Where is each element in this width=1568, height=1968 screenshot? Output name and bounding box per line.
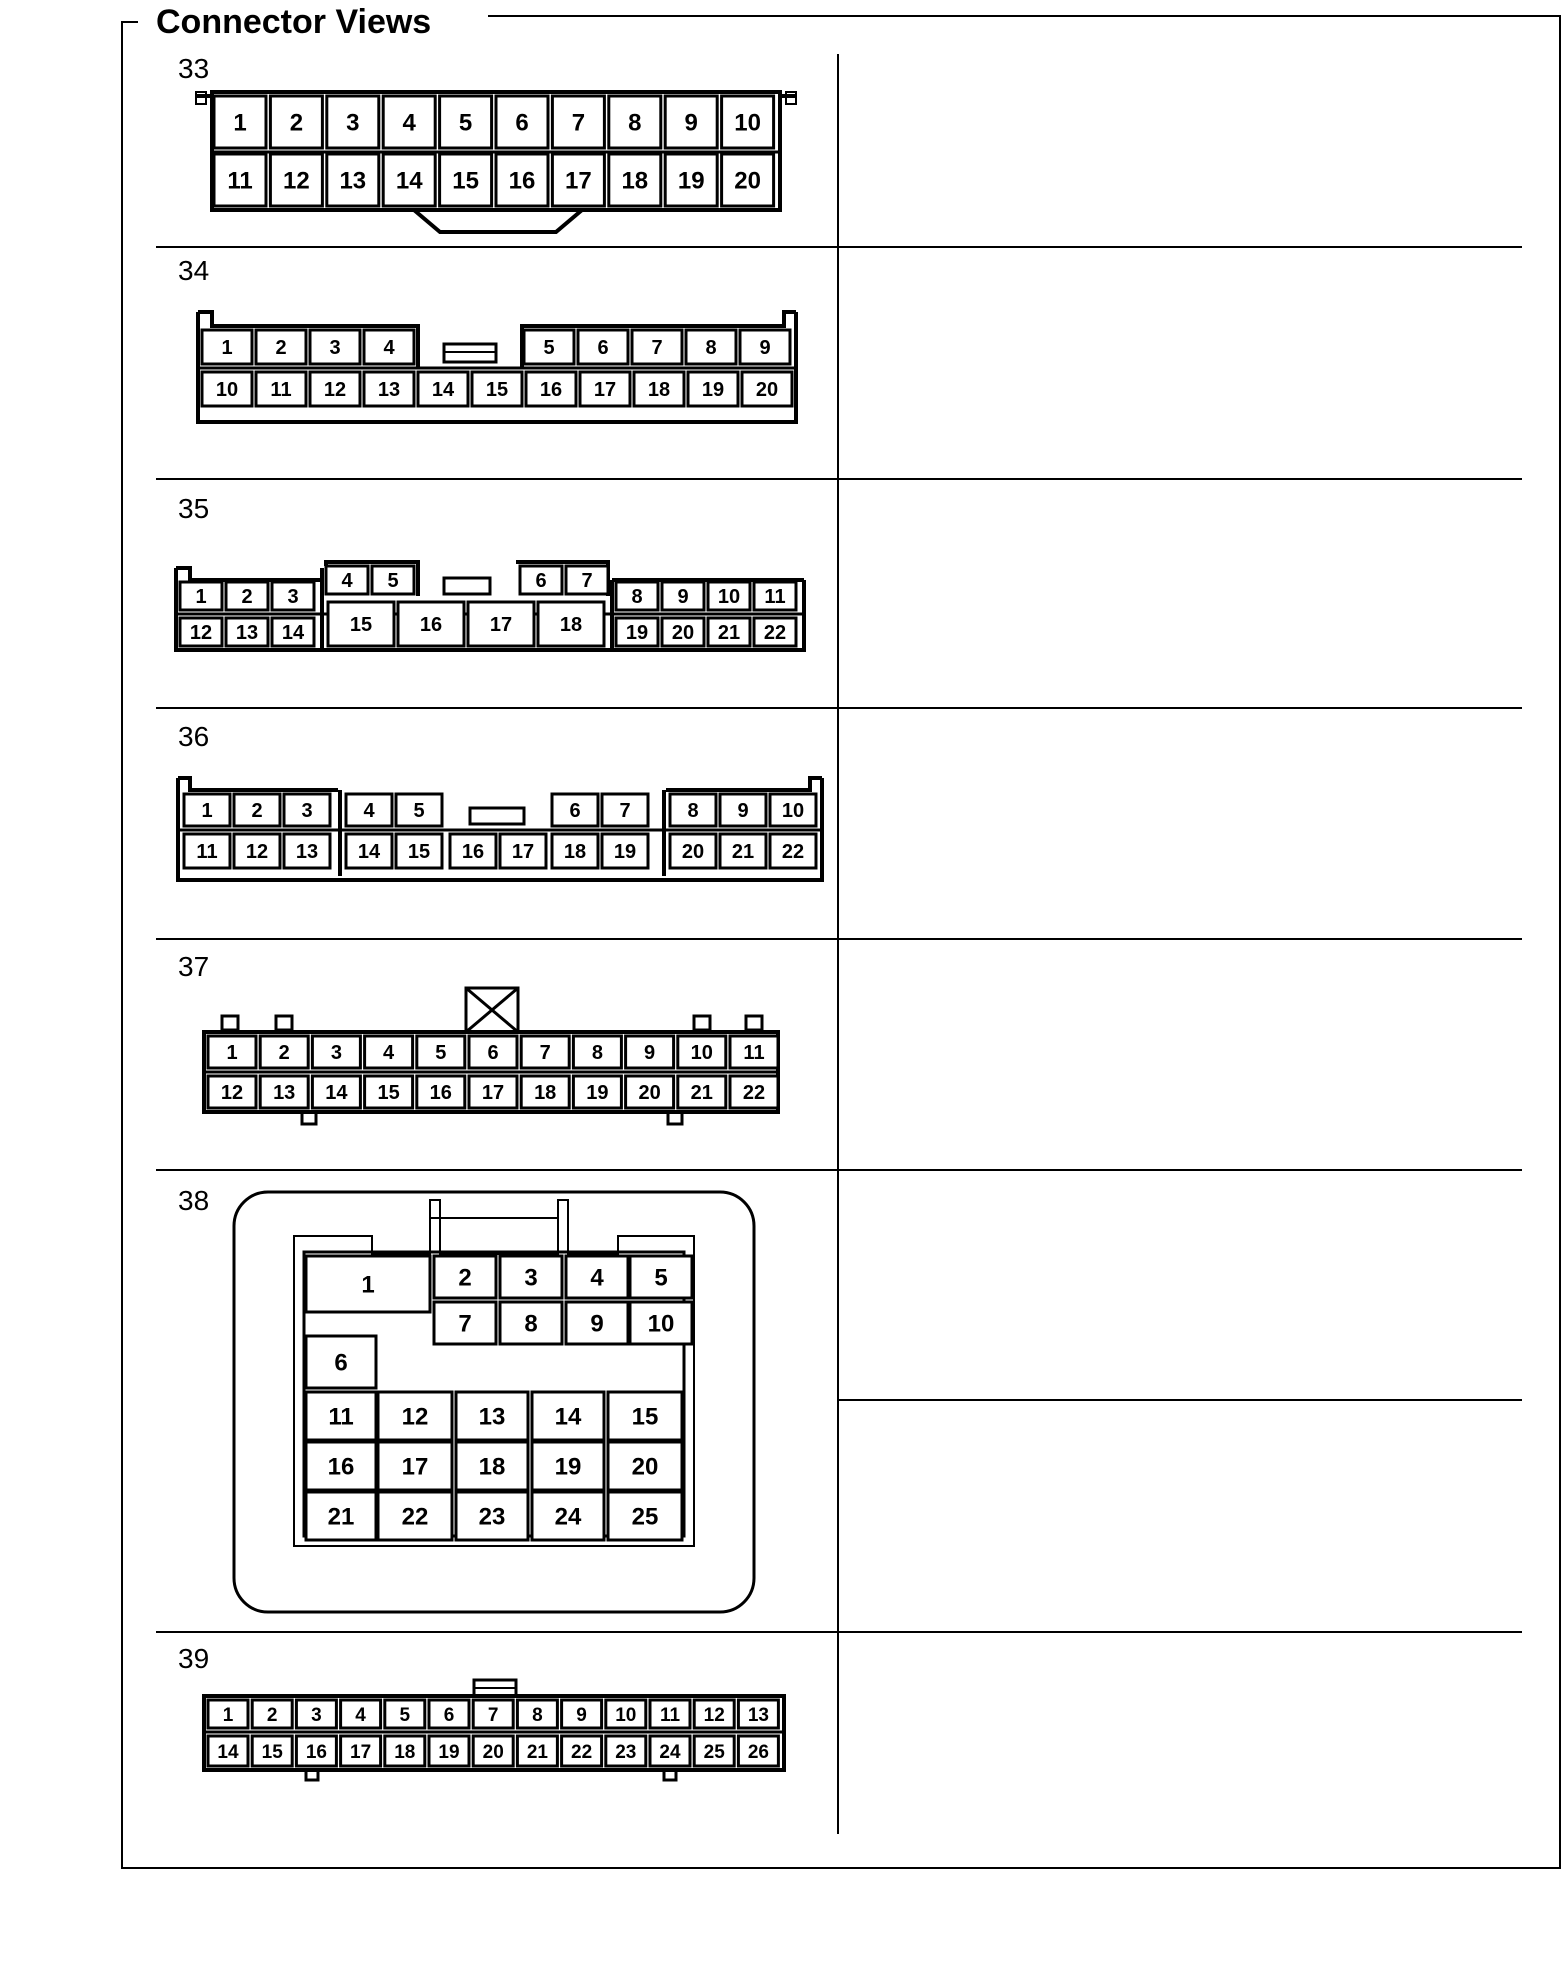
connector-33-pin-label: 7 bbox=[571, 109, 586, 137]
connector-33-pin-label: 16 bbox=[508, 167, 536, 195]
connector-35-pin-label: 21 bbox=[717, 622, 741, 645]
connector-34-pin-label: 14 bbox=[431, 379, 455, 402]
connector-36-pin-label: 6 bbox=[569, 800, 581, 823]
connector-36-pin-label: 8 bbox=[687, 800, 699, 823]
connector-35-pin-label: 18 bbox=[559, 614, 583, 637]
connector-37-pin-label: 17 bbox=[481, 1082, 505, 1105]
connector-38-pin-label: 13 bbox=[478, 1403, 506, 1431]
connector-number-36: 36 bbox=[178, 721, 210, 752]
connector-36-pin-label: 21 bbox=[731, 841, 755, 864]
connector-37-pin-label: 6 bbox=[487, 1042, 499, 1065]
connector-38-pin-label: 8 bbox=[524, 1310, 538, 1338]
connector-35-pin-label: 19 bbox=[625, 622, 649, 645]
connector-39-pin-label: 12 bbox=[703, 1704, 725, 1726]
connector-35-pin-label: 11 bbox=[764, 586, 786, 609]
connector-36-pin-label: 1 bbox=[201, 800, 213, 823]
connector-33-pin-label: 1 bbox=[233, 109, 247, 137]
connector-33-pin-label: 11 bbox=[227, 167, 253, 195]
connector-38-pin-label: 12 bbox=[401, 1403, 429, 1431]
connector-36-pin-label: 20 bbox=[681, 841, 705, 864]
connector-36-pin-label: 9 bbox=[737, 800, 749, 823]
connector-number-34: 34 bbox=[178, 255, 210, 286]
connector-37-pin-label: 11 bbox=[743, 1042, 765, 1065]
connector-33-pin-label: 15 bbox=[452, 167, 479, 195]
connector-39-pin-label: 15 bbox=[261, 1741, 283, 1763]
outer-frame bbox=[122, 16, 1560, 1868]
frame-title: Connector Views bbox=[146, 0, 441, 44]
connector-34-pin-label: 20 bbox=[755, 379, 779, 402]
connector-38-pin-label: 2 bbox=[458, 1264, 472, 1292]
connector-38-pin-label: 24 bbox=[554, 1503, 582, 1531]
connector-39-pin-label: 23 bbox=[615, 1741, 637, 1763]
connector-39-pin-label: 25 bbox=[703, 1741, 725, 1763]
connector-37-pin-label: 1 bbox=[226, 1042, 238, 1065]
connector-38-pin-label: 6 bbox=[334, 1349, 348, 1377]
connector-38-pin-label: 7 bbox=[458, 1310, 472, 1338]
connector-39-pin-label: 3 bbox=[311, 1704, 322, 1726]
connector-36-pin-label: 4 bbox=[363, 800, 375, 823]
connector-34-pin-label: 3 bbox=[329, 337, 341, 360]
connector-35-pin-label: 2 bbox=[241, 586, 253, 609]
connector-38-pin-label: 23 bbox=[478, 1503, 506, 1531]
connector-38-pin-label: 5 bbox=[654, 1264, 668, 1292]
connector-38-pin-label: 14 bbox=[554, 1403, 582, 1431]
connector-37-pin-label: 7 bbox=[539, 1042, 551, 1065]
connector-37-pin-label: 2 bbox=[278, 1042, 290, 1065]
connector-33-pin-label: 19 bbox=[677, 167, 705, 195]
connector-36-pin-label: 11 bbox=[196, 841, 218, 864]
connector-35-pin-label: 5 bbox=[387, 570, 399, 593]
connector-39-pin-label: 20 bbox=[482, 1741, 504, 1763]
connector-38-pin-label: 11 bbox=[328, 1403, 354, 1431]
connector-35-pin-label: 10 bbox=[717, 586, 741, 609]
connector-36-pin-label: 19 bbox=[613, 841, 637, 864]
connector-35-pin-label: 17 bbox=[489, 614, 513, 637]
connector-37-pin-label: 12 bbox=[220, 1082, 244, 1105]
connector-36-pin-label: 16 bbox=[461, 841, 485, 864]
connector-34-pin-label: 12 bbox=[323, 379, 347, 402]
connector-34-pin-label: 10 bbox=[215, 379, 239, 402]
connector-37-pin-label: 8 bbox=[591, 1042, 603, 1065]
connector-39-pin-label: 5 bbox=[399, 1704, 411, 1726]
connector-35-pin-label: 15 bbox=[349, 614, 373, 637]
connector-37-pin-label: 16 bbox=[429, 1082, 452, 1105]
connector-37-pin-label: 5 bbox=[435, 1042, 447, 1065]
connector-34-pin-label: 2 bbox=[275, 337, 287, 360]
connector-35-pin-label: 4 bbox=[341, 570, 353, 593]
connector-35-pin-label: 9 bbox=[677, 586, 689, 609]
connector-34-pin-label: 13 bbox=[377, 379, 401, 402]
connector-number-39: 39 bbox=[178, 1643, 210, 1674]
connector-39-pin-label: 1 bbox=[222, 1704, 234, 1726]
connector-35-pin-label: 22 bbox=[763, 622, 787, 645]
connector-33-pin-label: 17 bbox=[565, 167, 592, 195]
connector-38-pin-label: 10 bbox=[647, 1310, 675, 1338]
connector-34-pin-label: 7 bbox=[651, 337, 663, 360]
connector-33-pin-label: 6 bbox=[515, 109, 529, 137]
connector-number-33: 33 bbox=[178, 53, 210, 84]
connector-34-pin-label: 16 bbox=[539, 379, 563, 402]
connector-39-pin-label: 11 bbox=[659, 1704, 681, 1726]
connector-34-pin-label: 17 bbox=[593, 379, 617, 402]
connector-35-pin-label: 7 bbox=[581, 570, 593, 593]
connector-33-pin-label: 12 bbox=[283, 167, 310, 195]
connector-38-pin-label: 4 bbox=[590, 1264, 604, 1292]
right-row-separators bbox=[838, 247, 1522, 1632]
connector-38-pin-label: 25 bbox=[631, 1503, 659, 1531]
connector-34-pin-label: 19 bbox=[701, 379, 725, 402]
connector-39-pin-label: 22 bbox=[571, 1741, 593, 1763]
connector-35-pin-label: 8 bbox=[631, 586, 643, 609]
connector-36-pin-label: 18 bbox=[563, 841, 587, 864]
connector-36-pin-label: 15 bbox=[407, 841, 431, 864]
connector-36-pin-label: 22 bbox=[781, 841, 805, 864]
connector-34-pin-label: 11 bbox=[270, 379, 292, 402]
connector-37-pin-label: 14 bbox=[325, 1082, 348, 1105]
connector-38-pin-label: 15 bbox=[631, 1403, 659, 1431]
connector-39-pin-label: 18 bbox=[394, 1741, 416, 1763]
connector-36-pin-label: 3 bbox=[301, 800, 313, 823]
connector-38-pin-label: 18 bbox=[478, 1453, 506, 1481]
connector-34-pin-label: 8 bbox=[705, 337, 717, 360]
connector-35-pin-label: 3 bbox=[287, 586, 299, 609]
connector-38-pin-label: 21 bbox=[327, 1503, 355, 1531]
connector-34-pin-label: 18 bbox=[647, 379, 671, 402]
connector-35-pin-label: 6 bbox=[535, 570, 547, 593]
connector-37-pin-label: 10 bbox=[690, 1042, 713, 1065]
connector-37-pin-label: 20 bbox=[638, 1082, 661, 1105]
connector-33-pin-label: 20 bbox=[734, 167, 761, 195]
connector-39-pin-label: 17 bbox=[350, 1741, 372, 1763]
connector-39-pin-label: 13 bbox=[747, 1704, 769, 1726]
connector-37-pin-label: 9 bbox=[644, 1042, 656, 1065]
connector-37-pin-label: 3 bbox=[330, 1042, 342, 1065]
connector-38-pin-label: 3 bbox=[524, 1264, 538, 1292]
connector-38-pin-label: 20 bbox=[631, 1453, 659, 1481]
connector-35-pin-label: 12 bbox=[189, 622, 213, 645]
connector-33-pin-label: 18 bbox=[621, 167, 649, 195]
connector-34-pin-label: 6 bbox=[597, 337, 609, 360]
connector-number-35: 35 bbox=[178, 493, 210, 524]
connector-39-pin-label: 19 bbox=[438, 1741, 460, 1763]
connector-36-pin-label: 7 bbox=[619, 800, 631, 823]
connector-36-pin-label: 13 bbox=[295, 841, 319, 864]
connector-36-pin-label: 2 bbox=[251, 800, 263, 823]
connector-33-pin-label: 14 bbox=[395, 167, 423, 195]
connector-35-pin-label: 20 bbox=[671, 622, 695, 645]
connector-38-pin-label: 9 bbox=[590, 1310, 604, 1338]
connector-37-pin-label: 22 bbox=[742, 1082, 766, 1105]
connector-39-pin-label: 14 bbox=[217, 1741, 239, 1763]
connector-35-pin-label: 16 bbox=[419, 614, 443, 637]
connector-36-pin-label: 14 bbox=[357, 841, 381, 864]
connector-38-pin-label: 16 bbox=[327, 1453, 355, 1481]
connector-33-pin-label: 8 bbox=[628, 109, 642, 137]
connector-37-pin-label: 21 bbox=[690, 1082, 713, 1105]
connector-33-pin-label: 13 bbox=[339, 167, 367, 195]
connector-37-pin-label: 4 bbox=[383, 1042, 395, 1065]
connector-39-pin-label: 2 bbox=[266, 1704, 278, 1726]
connector-39-pin-label: 4 bbox=[355, 1704, 366, 1726]
connector-33-pin-label: 2 bbox=[289, 109, 304, 137]
connector-39-pin-label: 7 bbox=[487, 1704, 499, 1726]
connector-33-pin-label: 5 bbox=[458, 109, 473, 137]
connector-36-pin-label: 12 bbox=[245, 841, 269, 864]
connector-34-pin-label: 4 bbox=[383, 337, 395, 360]
connector-33-pin-label: 9 bbox=[684, 109, 698, 137]
connector-36-pin-label: 10 bbox=[781, 800, 805, 823]
connector-36-pin-label: 17 bbox=[511, 841, 535, 864]
connector-number-37: 37 bbox=[178, 951, 210, 982]
connector-39-pin-label: 6 bbox=[443, 1704, 455, 1726]
connector-34-pin-label: 9 bbox=[759, 337, 771, 360]
connector-38-pins bbox=[306, 1256, 692, 1540]
connector-39-pin-label: 8 bbox=[532, 1704, 543, 1726]
connector-37-pin-label: 19 bbox=[586, 1082, 609, 1105]
connector-39-pin-label: 21 bbox=[526, 1741, 548, 1763]
connector-38-pin-label: 17 bbox=[401, 1453, 429, 1481]
connector-37-pin-label: 15 bbox=[377, 1082, 400, 1105]
connector-39-pin-label: 16 bbox=[305, 1741, 327, 1763]
connector-number-38: 38 bbox=[178, 1185, 210, 1216]
connector-35-pin-label: 14 bbox=[281, 622, 305, 645]
connector-36-pin-label: 5 bbox=[413, 800, 425, 823]
connector-34-pin-label: 15 bbox=[485, 379, 509, 402]
connector-38-pin-label: 22 bbox=[401, 1503, 429, 1531]
connector-38-pin-label: 19 bbox=[554, 1453, 582, 1481]
connector-39-pin-label: 26 bbox=[747, 1741, 769, 1763]
connector-35-pin-label: 1 bbox=[195, 586, 207, 609]
connector-39-pin-label: 9 bbox=[576, 1704, 587, 1726]
connector-37-pin-label: 13 bbox=[273, 1082, 296, 1105]
connector-38-pin-label: 1 bbox=[361, 1271, 375, 1299]
connector-37-pin-label: 18 bbox=[534, 1082, 557, 1105]
connector-39-pin-label: 24 bbox=[659, 1741, 681, 1763]
connector-34-pin-label: 1 bbox=[221, 337, 233, 360]
connector-33-pin-label: 4 bbox=[402, 109, 416, 137]
connector-33-pin-label: 3 bbox=[346, 109, 360, 137]
connector-39-pin-label: 10 bbox=[615, 1704, 637, 1726]
connector-33-pin-label: 10 bbox=[734, 109, 761, 137]
connector-34-pin-label: 5 bbox=[543, 337, 555, 360]
connector-35-pin-label: 13 bbox=[235, 622, 259, 645]
